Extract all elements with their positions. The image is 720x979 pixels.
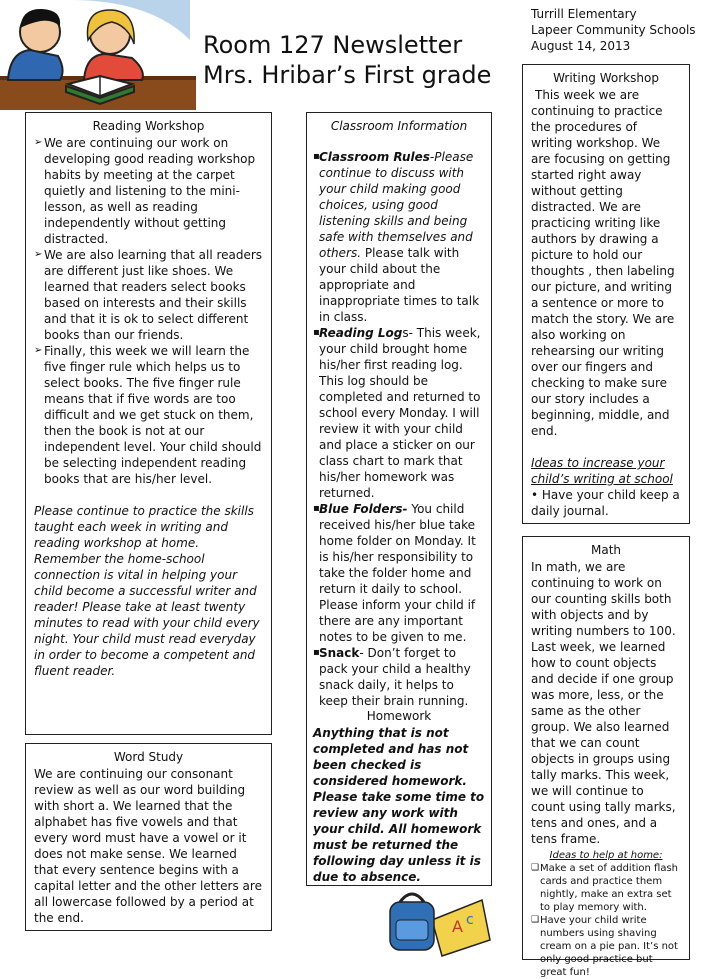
- classroom-rules-sep: -: [429, 150, 435, 164]
- math-heading: Math: [590, 543, 622, 557]
- math-text: In math, we are continuing to work on our counting skills both with objects and by writing numbers to 100. Last week, we learned how to count objects and decide if one group was more, less, or the same as the other group. We also learned that we can count objects in groups using tally marks. This week, we will continue to count using tally marks, tens and ones, and a tens frame.: [531, 560, 676, 846]
- snack-sep: -: [359, 646, 368, 660]
- reading-logs-sep: s-: [402, 326, 417, 340]
- blue-folders-item: [313, 501, 485, 645]
- school-name: Turrill Elementary: [531, 7, 637, 21]
- reading-logs-text: This week, your child brought home his/her first reading log. This log should be completed and returned to school every Monday. I will review it with your child and place a sticker on our class chart to mark that his/her homework was returned.: [319, 326, 481, 500]
- svg-text:c: c: [466, 912, 474, 928]
- word-study-heading: Word Study: [113, 750, 184, 764]
- children-reading-clipart: [0, 0, 200, 112]
- writing-ideas-heading: Ideas to increase your child’s writing at school: [531, 456, 673, 486]
- reading-workshop-heading: Reading Workshop: [92, 119, 205, 133]
- writing-ideas-item: [531, 487, 681, 519]
- newsletter-subtitle: Mrs. Hribar’s First grade: [203, 61, 492, 89]
- reading-bullet-1: ➢ We are continuing our work on developing good reading workshop habits by meeting at the carpet quietly and listening to the mini-lesson, as well as reading independently without getting distracted.: [34, 135, 263, 247]
- snack-text: Don’t forget to pack your child a healthy snack daily, it helps to keep their brain running.: [319, 646, 471, 708]
- math-box: [522, 536, 690, 978]
- classroom-info-heading: Classroom Information: [330, 119, 468, 133]
- reading-workshop-box: [25, 112, 272, 735]
- reading-bullet-2: ➢ We are also learning that all readers are different just like shoes. We learned that readers select books based on interests and their skills and that it is ok to select different books than our friends.: [34, 247, 263, 343]
- homework-heading: Homework: [366, 709, 432, 723]
- writing-workshop-box: [522, 64, 690, 524]
- writing-workshop-text: This week we are continuing to practice the procedures of writing workshop. We are focusing on getting started right away without getting distracted. We are practicing writing like authors by drawing a picture to hold our thoughts , then labeling our picture, and writing a sentence or more to match the story. We are also working on rehearsing our writing over our fingers and checking to make sure our story includes a beginning, middle, and end.: [531, 88, 675, 438]
- blue-folders-text: You child received his/her blue take home folder on Monday. It is his/her responsibility to take the folder home and return it daily to school. Please inform your child if there are any important notes to be given to me.: [319, 502, 476, 644]
- reading-home-note: Please continue to practice the skills taught each week in writing and reading workshop at home. Remember the home-school connection is vital in helping your child become a successful writer and reader! Please take at least twenty minutes to read with your child every night. Your child must read everyday in order to become a competent and fluent reader.: [34, 504, 260, 678]
- classroom-rules-item: [313, 149, 485, 325]
- word-study-box: [25, 743, 272, 931]
- blue-folders-label: Blue Folders-: [319, 502, 408, 516]
- writing-ideas-text: Have your child keep a daily journal.: [531, 488, 680, 518]
- classroom-rules-label: Classroom Rules: [319, 150, 430, 164]
- math-help-item-1: ❑ Make a set of addition flash cards and practice them nightly, make an extra set to play memory with.: [531, 862, 681, 914]
- snack-label: Snack: [319, 646, 360, 660]
- classroom-rules-text: Please continue to discuss with your child making good choices, using good listening skills and being safe with themselves and others.: [319, 150, 474, 260]
- backpack-clipart: [382, 880, 492, 960]
- homework-text: Anything that is not completed and has not been checked is considered homework. Please take some time to review any work with your child. All homework must be returned the following day unless it is due to absence.: [313, 726, 485, 884]
- svg-text:A: A: [452, 917, 463, 936]
- writing-workshop-heading: Writing Workshop: [553, 71, 659, 85]
- newsletter-title: Room 127 Newsletter: [203, 31, 463, 59]
- reading-logs-item: [313, 325, 485, 501]
- reading-logs-label: Reading Log: [319, 326, 403, 340]
- math-help-item-2: ❑ Have your child write numbers using shaving cream on a pie pan. It’s not only good practice but great fun!: [531, 914, 681, 979]
- bullet-dot: •: [531, 488, 542, 502]
- reading-bullet-3: ➢ Finally, this week we will learn the five finger rule which helps us to select books. The five finger rule means that if five words are too difficult and we get stuck on them, then the book is not at our independent level. Your child should be selecting independent reading books that are his/her level.: [34, 343, 263, 487]
- math-help-heading: Ideas to help at home:: [549, 850, 663, 861]
- classroom-rules-tail: Please talk with your child about the appropriate and inappropriate times to talk in class.: [319, 246, 480, 324]
- district-name: Lapeer Community Schools: [531, 23, 696, 37]
- snack-item: [313, 645, 485, 709]
- newsletter-date: August 14, 2013: [531, 39, 631, 53]
- word-study-text: We are continuing our consonant review as well as our word building with short a. We learned that the alphabet has five vowels and that every word must have a vowel or it does not make sense. We learned that every sentence begins with a capital letter and the other letters are all lowercase followed by a period at the end.: [34, 767, 262, 925]
- classroom-info-box: [306, 112, 492, 886]
- school-info: [531, 6, 696, 54]
